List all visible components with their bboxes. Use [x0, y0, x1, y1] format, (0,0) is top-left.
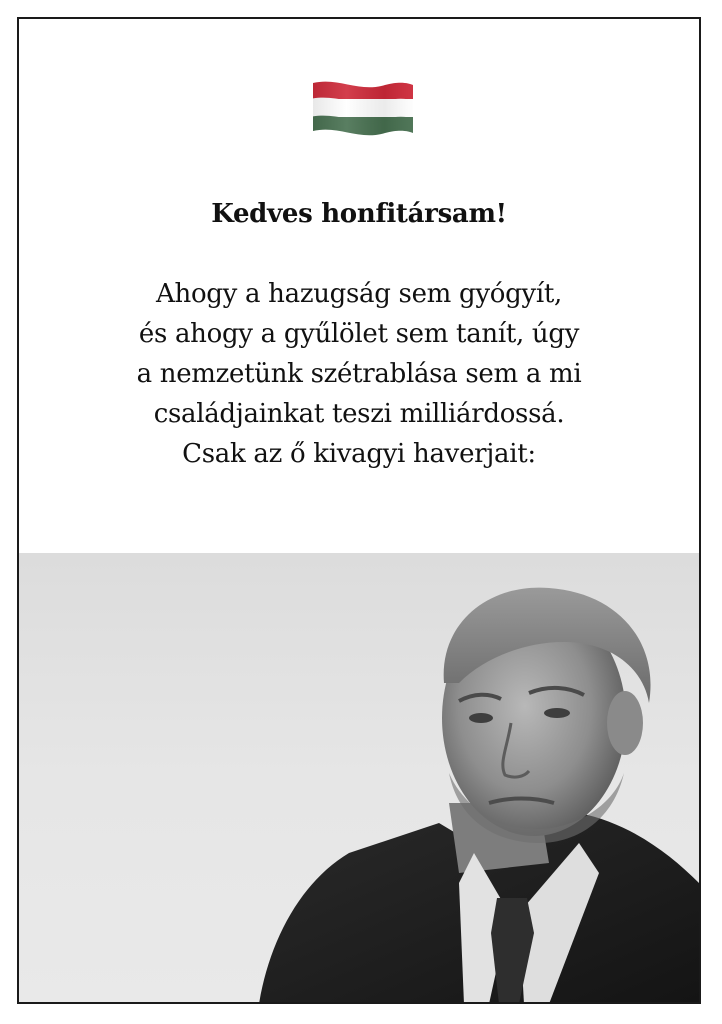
hungarian-flag-icon [309, 77, 417, 141]
portrait-photo [19, 553, 699, 1004]
letter-line: és ahogy a gyűlölet sem tanít, úgy [138, 319, 580, 349]
letter-line: Ahogy a hazugság sem gyógyít, [156, 279, 562, 309]
letter-line: Csak az ő kivagyi haverjait: [182, 439, 536, 469]
poster-page [17, 17, 701, 1004]
letter-line: családjainkat teszi milliárdossá. [153, 399, 565, 429]
letter-line: a nemzetünk szétrablása sem a mi [136, 359, 582, 389]
letter-body [19, 274, 699, 474]
greeting-heading: Kedves honfitársam! [211, 199, 507, 229]
